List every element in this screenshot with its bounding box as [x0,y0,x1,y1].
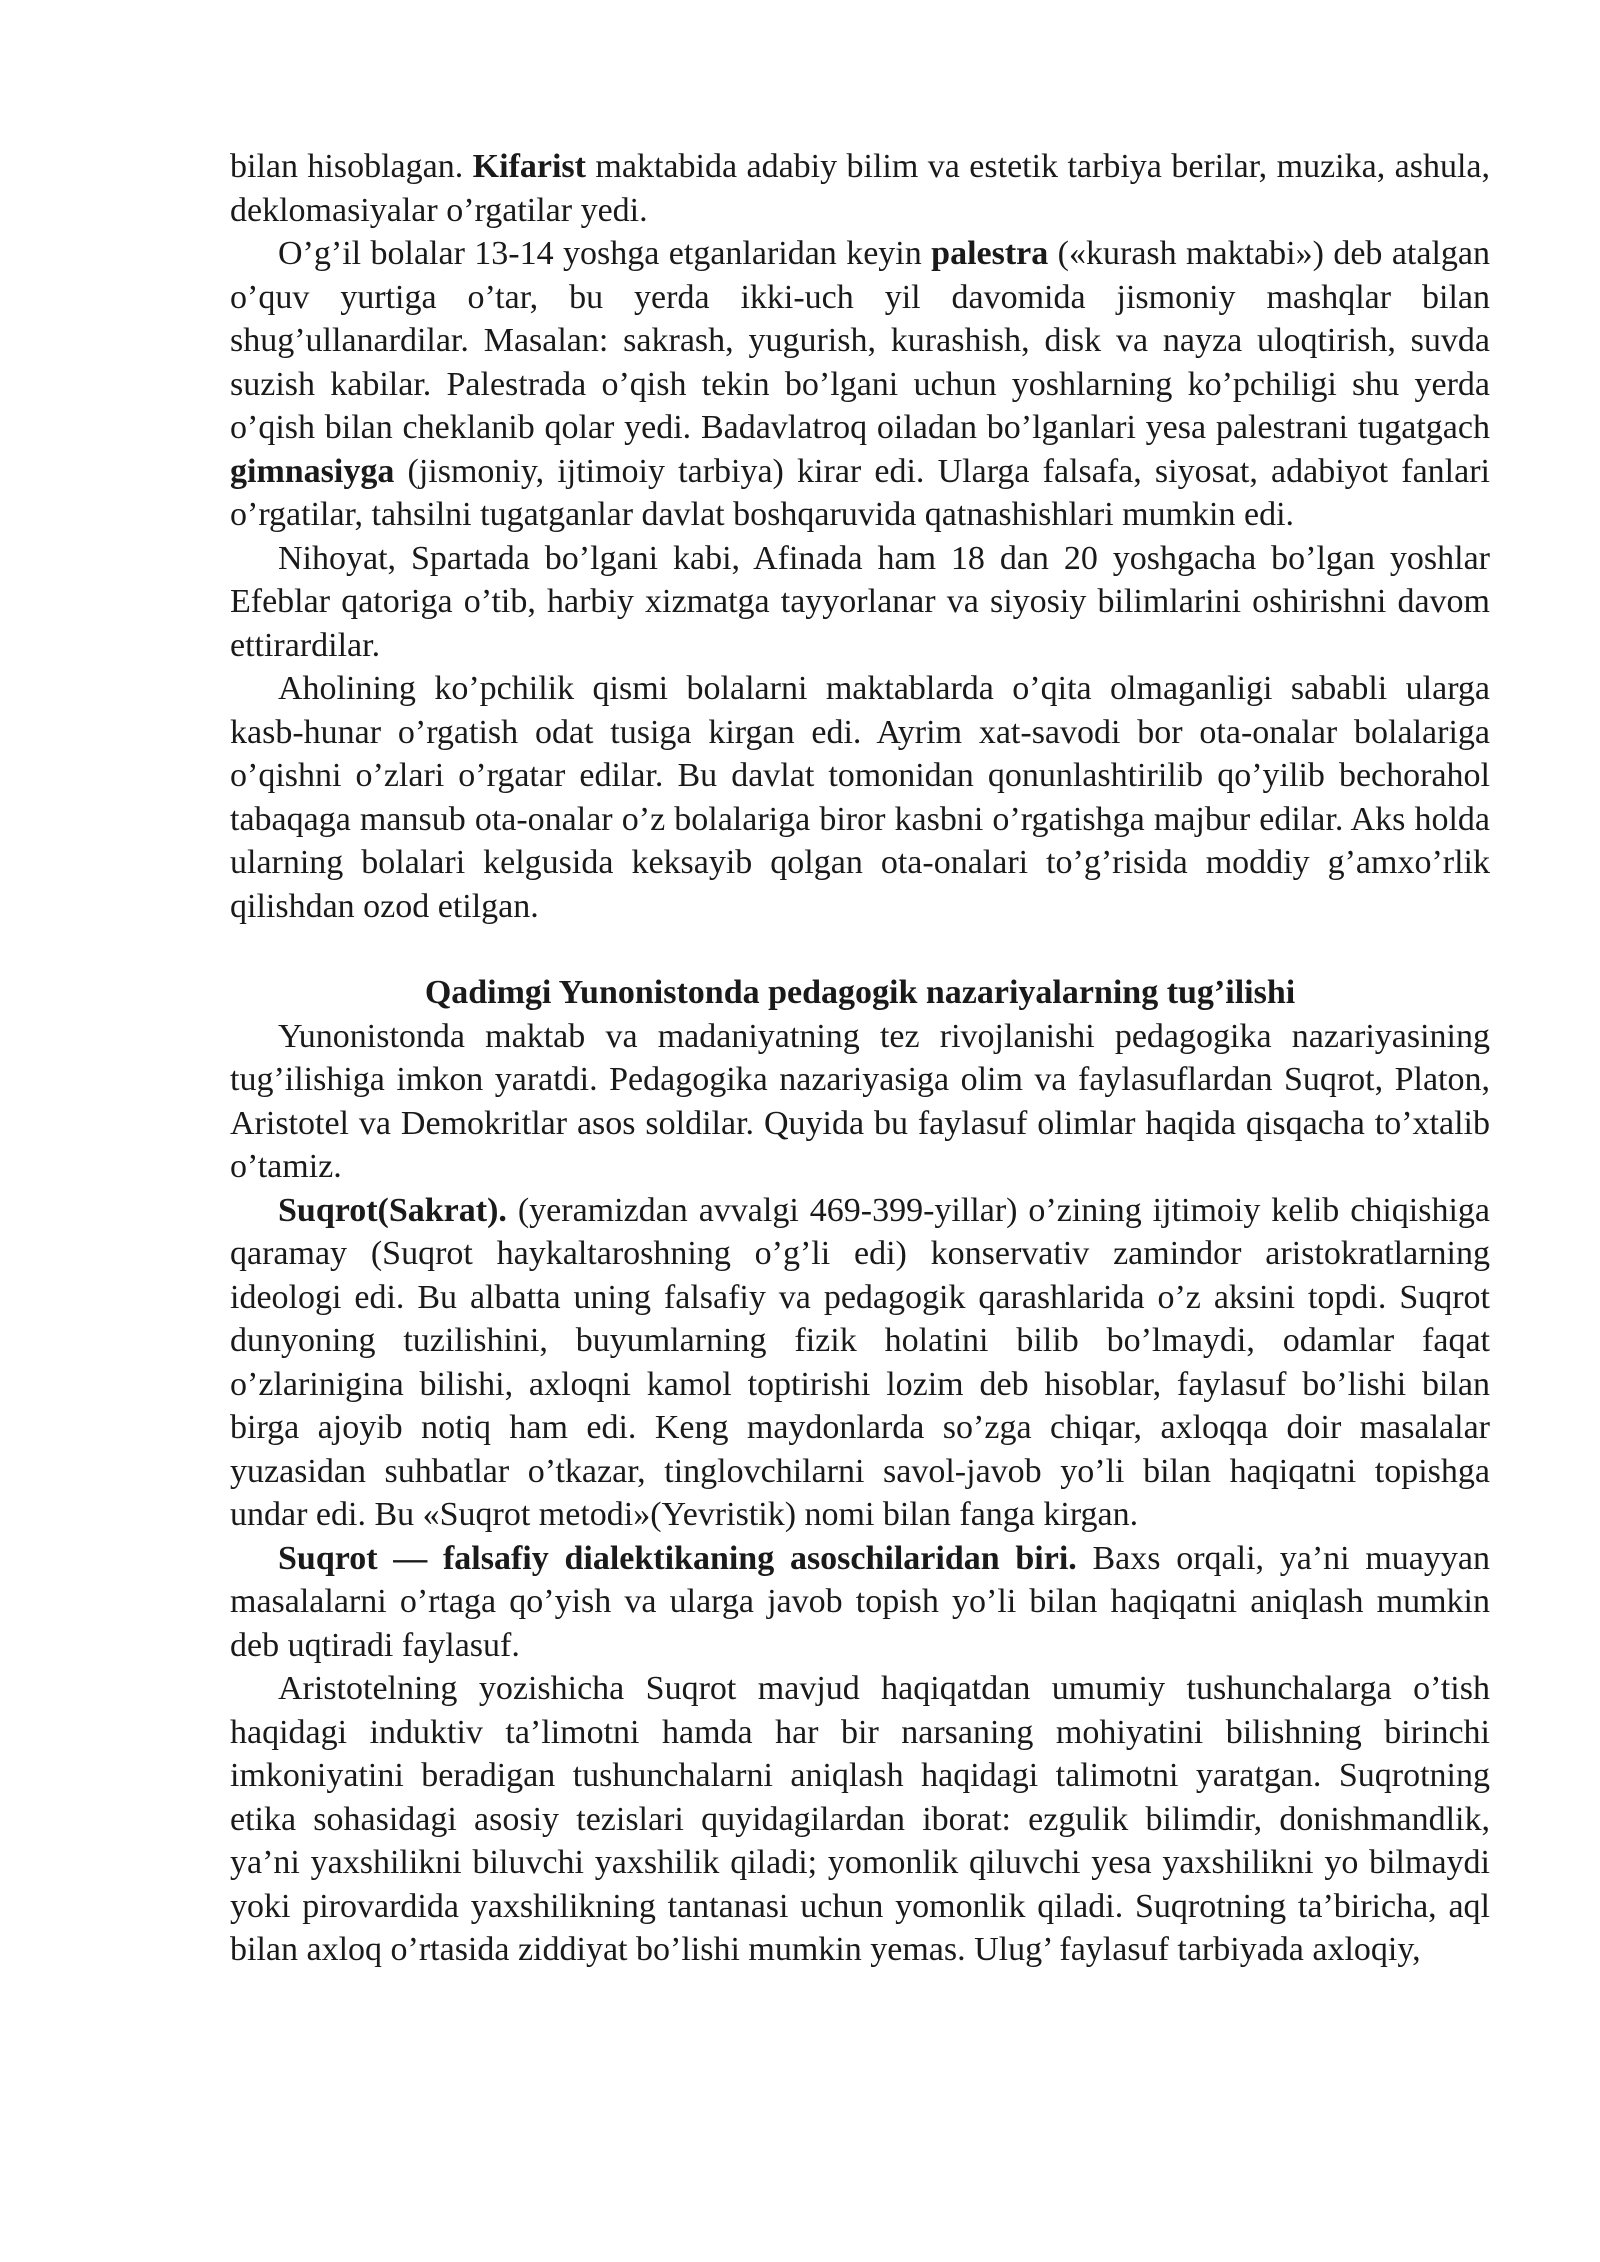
term-kifarist: Kifarist [472,148,586,185]
paragraph-palestra [230,232,1490,537]
text-segment: bilan hisoblagan. [230,148,473,185]
text-segment: maktabida adabiy bilim va estetik tarbiya berilar, muzika, ashula, deklomasiyalar o’rgatilar yedi. [230,148,1490,229]
paragraph-efeblar [230,537,1490,668]
term-dialektika: Suqrot — falsafiy dialektikaning asoschilaridan biri. [278,1539,1077,1577]
paragraph-suqrot [230,1189,1490,1537]
paragraph-intro-theory [230,1015,1490,1189]
paragraph-kasb-hunar [230,667,1490,928]
text-segment: (yeramizdan avvalgi 469-399-yillar) o’zining ijtimoiy kelib chiqishiga qaramay (Suqrot haykaltaroshning o’g’li edi) konservativ zamindor aristokratlarning ideologi edi. Bu albatta uning falsafiy va pedagogik qarashlarida o’z aksini topdi. Suqrot dunyoning tuzilishini, buyumlarning fizik holatini bilib bo’lmaydi, odamlar faqat o’zlarinigina bilishi, axloqni kamol toptirishi lozim deb hisoblar, faylasuf bo’lishi bilan birga ajoyib notiq ham edi. Keng maydonlarda so’zga chiqar, axloqqa doir masalalar yuzasidan suhbatlar o’tkazar, tinglovchilarni savol-javob yo’li bilan haqiqatni topishga undar edi. Bu «Suqrot metodi»(Yevristik) nomi bilan fanga kirgan. [230,1191,1490,1533]
text-segment: O’g’il bolalar 13-14 yoshga etganlaridan keyin [278,235,932,272]
paragraph-aristotel [230,1667,1490,1972]
text-segment: Yunonistonda maktab va madaniyatning tez rivojlanishi pedagogika nazariyasining tug’ilishiga imkon yaratdi. Pedagogika nazariyasiga olim va faylasuflardan Suqrot, Platon, Aristotel va Demokritlar asos soldilar. Quyida bu faylasuf olimlar haqida qisqacha to’xtalib o’tamiz. [230,1017,1490,1185]
term-suqrot: Suqrot(Sakrat). [278,1191,507,1229]
text-segment: Aristotelning yozishicha Suqrot mavjud haqiqatdan umumiy tushunchalarga o’tish haqidagi induktiv ta’limotni hamda har bir narsaning mohiyatini bilishning birinchi imkoniyatini beradigan tushunchalarni aniqlash haqidagi talimotni yaratgan. Suqrotning etika sohasidagi asosiy tezislari quyidagilardan iborat: ezgulik bilimdir, donishmandlik, ya’ni yaxshilikni biluvchi yaxshilik qiladi; yomonlik qiluvchi yesa yaxshilikni yo bilmaydi yoki pirovardida yaxshilikning tantanasi uchun yomonlik qiladi. Suqrotning ta’biricha, aql bilan axloq o’rtasida ziddiyat bo’lishi mumkin yemas. Ulug’ faylasuf tarbiyada axloqiy, [230,1670,1490,1968]
paragraph-dialektika [230,1537,1490,1668]
text-segment: Nihoyat, Spartada bo’lgani kabi, Afinada ham 18 dan 20 yoshgacha bo’lgan yoshlar Efeblar qatoriga o’tib, harbiy xizmatga tayyorlanar va siyosiy bilimlarini oshirishni davom ettirardilar. [230,539,1490,664]
term-palestra: palestra [931,235,1049,272]
section-heading: Qadimgi Yunonistonda pedagogik nazariyalarning tug’ilishi [424,974,1296,1011]
term-gimnasiyga: gimnasiyga [230,452,395,490]
text-segment: Baxs orqali, ya’ni muayyan masalalarni o’rtaga qo’yish va ularga javob topish yo’li bilan haqiqatni aniqlash mumkin deb uqtiradi faylasuf. [230,1539,1490,1664]
text-segment: (jismoniy, ijtimoiy tarbiya) kirar edi. Ularga falsafa, siyosat, adabiyot fanlari o’rgatilar, tahsilni tugatganlar davlat boshqaruvida qatnashishlari mumkin edi. [230,452,1490,533]
paragraph-kifarist [230,145,1490,232]
text-segment: («kurash maktabi») deb atalgan o’quv yurtiga o’tar, bu yerda ikki-uch yil davomida jismoniy mashqlar bilan shug’ullanardilar. Masalan: sakrash, yugurish, kurashish, disk va nayza uloqtirish, suvda suzish kabilar. Palestrada o’qish tekin bo’lgani uchun yoshlarning ko’pchiligi shu yerda o’qish bilan cheklanib qolar yedi. Badavlatroq oiladan bo’lganlari yesa palestrani tugatgach [230,235,1490,446]
text-segment: Aholining ko’pchilik qismi bolalarni maktablarda o’qita olmaganligi sababli ularga kasb-hunar o’rgatish odat tusiga kirgan edi. Ayrim xat-savodi bor ota-onalar bolalariga o’qishni o’zlari o’rgatar edilar. Bu davlat tomonidan qonunlashtirilib qo’yilib bechorahol tabaqaga mansub ota-onalar o’z bolalariga biror kasbni o’rgatishga majbur edilar. Aks holda ularning bolalari kelgusida keksayib qolgan ota-onalari to’g’risida moddiy g’amxo’rlik qilishdan ozod etilgan. [230,670,1490,925]
document-page [230,145,1490,1972]
